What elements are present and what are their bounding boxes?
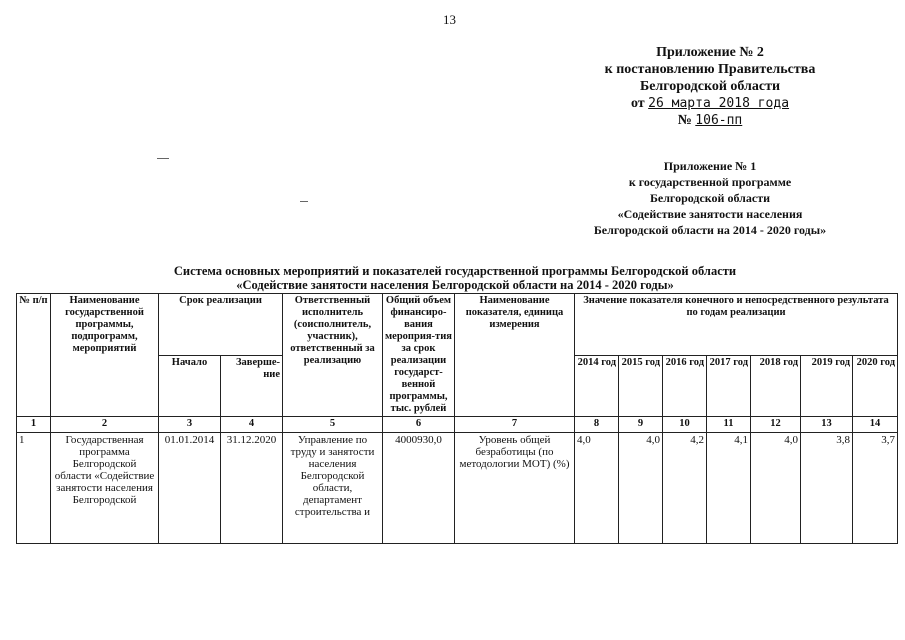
row-volume: 4000930,0: [383, 433, 455, 544]
column-number: 8: [575, 417, 619, 433]
page-number: 13: [443, 12, 456, 27]
row-name: Государственная программа Белгородской области «Содействие занятости населения Белгородской: [51, 433, 159, 544]
document-title-line2: «Содействие занятости населения Белгородской области на 2014 - 2020 годы»: [236, 278, 674, 292]
appendix2-title: Приложение № 2: [656, 45, 764, 60]
column-number: 14: [853, 417, 898, 433]
column-number: 3: [159, 417, 221, 433]
row-indicator: Уровень общей безработицы (по методологии МОТ) (%): [455, 433, 575, 544]
row-start: 01.01.2014: [159, 433, 221, 544]
appendix2-date-value: 26 марта 2018 года: [648, 96, 790, 111]
column-number: 9: [619, 417, 663, 433]
column-number: 11: [707, 417, 751, 433]
appendix1-block: [560, 158, 860, 238]
appendix1-title: Приложение № 1: [663, 159, 757, 173]
header-year-2019: 2019 год: [801, 355, 853, 417]
column-number: 6: [383, 417, 455, 433]
appendix1-program-name: «Содействие занятости населения: [617, 207, 803, 221]
column-number: 13: [801, 417, 853, 433]
column-number: 1: [17, 417, 51, 433]
row-value-2016: 4,2: [663, 433, 707, 544]
header-start: Начало: [159, 355, 221, 417]
header-row-1: [17, 294, 898, 356]
column-number: 2: [51, 417, 159, 433]
header-year-2018: 2018 год: [751, 355, 801, 417]
column-number: 10: [663, 417, 707, 433]
row-value-2015: 4,0: [619, 433, 663, 544]
appendix1-program-name-cont: Белгородской области на 2014 - 2020 годы»: [593, 223, 827, 237]
row-value-2020: 3,7: [853, 433, 898, 544]
row-value-2019: 3,8: [801, 433, 853, 544]
appendix1-program: к государственной программе: [628, 175, 792, 189]
column-number-row: [17, 417, 898, 433]
header-year-2015: 2015 год: [619, 355, 663, 417]
header-period: Срок реализации: [159, 294, 283, 356]
header-executor: Ответственный исполнитель (соисполнитель, участник), ответственный за реализацию: [283, 294, 383, 417]
row-value-2018: 4,0: [751, 433, 801, 544]
header-year-2020: 2020 год: [853, 355, 898, 417]
scan-mark: [300, 201, 308, 202]
appendix2-date-line: [560, 95, 860, 112]
table-row: [17, 433, 898, 544]
appendix2-region: Белгородской области: [639, 79, 781, 94]
column-number: 7: [455, 417, 575, 433]
row-value-2017: 4,1: [707, 433, 751, 544]
row-value-2014: 4,0: [575, 433, 619, 544]
appendix2-number-value: 106-пп: [695, 113, 743, 128]
header-indicator: Наименование показателя, единица измерения: [455, 294, 575, 417]
header-name: Наименование государственной программы, подпрограмм, мероприятий: [51, 294, 159, 417]
header-volume: Общий объем финансиро-вания мероприя-тия за срок реализации государст-венной программы, тыс. рублей: [383, 294, 455, 417]
scan-mark: [157, 158, 169, 159]
header-end: Заверше-ние: [221, 355, 283, 417]
appendix2-date-prefix: от: [630, 96, 645, 111]
header-year-2017: 2017 год: [707, 355, 751, 417]
appendix2-number-line: [560, 112, 860, 129]
measures-table: [16, 293, 898, 544]
row-end: 31.12.2020: [221, 433, 283, 544]
header-year-2014: 2014 год: [575, 355, 619, 417]
appendix1-region: Белгородской области: [649, 191, 771, 205]
row-num: 1: [17, 433, 51, 544]
appendix2-block: [560, 44, 860, 129]
column-number: 12: [751, 417, 801, 433]
header-num: № п/п: [17, 294, 51, 417]
column-number: 4: [221, 417, 283, 433]
document-title: [20, 264, 890, 292]
row-executor: Управление по труду и занятости населения Белгородской области, департамент строительства и: [283, 433, 383, 544]
header-values-group: Значение показателя конечного и непосредственного результата по годам реализации: [575, 294, 898, 356]
header-year-2016: 2016 год: [663, 355, 707, 417]
document-title-line1: Система основных мероприятий и показателей государственной программы Белгородской области: [173, 264, 737, 278]
column-number: 5: [283, 417, 383, 433]
appendix2-resolution: к постановлению Правительства: [604, 62, 816, 77]
appendix2-number-prefix: №: [677, 113, 692, 128]
